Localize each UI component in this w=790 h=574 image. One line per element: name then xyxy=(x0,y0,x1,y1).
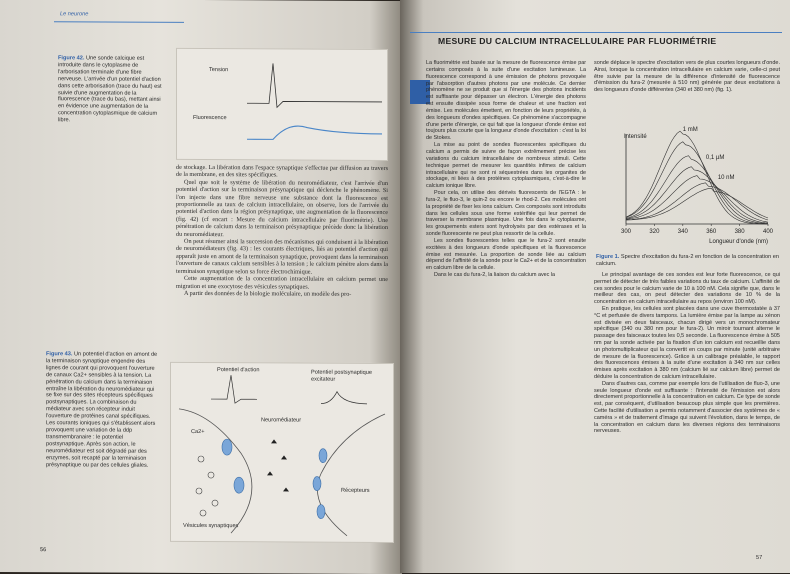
x-tick-label: 380 xyxy=(734,229,745,235)
chart-svg xyxy=(592,124,782,252)
fig43-label-potentiel-post: Potentiel postsynaptique excitateur xyxy=(311,369,372,383)
fig43-label-potentiel-action: Potentiel d'action xyxy=(217,367,260,374)
right-page-number: 57 xyxy=(756,555,763,561)
fig43-label-recepteurs: Récepteurs xyxy=(341,487,370,494)
left-paragraph: On peut résumer ainsi la succession des mécanismes qui conduisent à la libération de neuromédiateurs (fig. 43) : les courants électriques, liés au potentiel d'action qui apparaît juste en amont de la terminaison synaptique, provoquent dans la terminaison l'ouverture de canaux calcium sensibles à la tension ; le calcium pénètre alors dans la terminaison synaptique selon sa force électrochimique. xyxy=(176,237,388,276)
chart-caption-label: Figure 1. xyxy=(596,254,620,260)
series-line xyxy=(626,176,768,223)
fig43-drawing xyxy=(171,363,393,542)
left-paragraph: Quel que soit le système de libération du neuromédiateur, c'est l'arrivée d'un potentiel d'action sur la terminaison présynaptique qui déclenche le phénomène. Si l'on injecte dans une fibre nerveuse une substance dont la fluorescence est proportionnelle au taux de calcium intracellulaire, on observe, lors de l'arrivée du potentiel d'action dans la région présynaptique, une augmentation de la fluorescence (fig. 42) (cf encart : Mesure du calcium intracellulaire par fluorimétrie). Une pénétration de calcium dans la terminaison présynaptique précède donc la libération du neuromédiateur. xyxy=(176,178,388,238)
col2-paragraph: En pratique, les cellules sont placées dans une cuve thermostatée à 37 °C et perfusée de divers tampons. La lumière émise par la lampe au xénon est divisée en deux faisceaux, chacun dirigé vers un monochromateur spécifique (340 ou 380 nm pour le fura-2). Un miroir tournant alterne le passage des faisceaux toutes les 0,5 seconde. La fluorescence émise à 505 nm par la sonde activée par la fixation d'un ion calcium est recueillie dans un photomultiplicateur qui la convertit en coups par minute (unité arbitraire de mesure de la fluorescence). Grâce à un calibrage préalable, le rapport des fluorescences émises à la suite d'une excitation à 340 nm sur celles émises après excitation à 380 nm (calcium lié sur calcium libre) permet de déduire la concentration de calcium intracellulaire. xyxy=(594,305,780,380)
x-tick-label: 320 xyxy=(649,229,660,235)
series-label: 0,1 µM xyxy=(705,155,725,162)
col2-paragraph: Dans d'autres cas, comme par exemple lors de l'utilisation de fluo-3, une seule longueur d'onde est suffisante : l'intensité de l'émission est alors directement proportionnelle à la concentration en calcium. Ce type de sonde est, par conséquent, d'utilisation beaucoup plus simple que les premières. Cette facilité d'utilisation a permis notamment d'associer des systèmes de « caméra » et de traitement d'image qui suivent l'évolution, dans le temps, de la concentration en calcium dans les diverses régions des terminaisons nerveuses. xyxy=(594,380,780,435)
col1-paragraph: La fluorimétrie est basée sur la mesure de fluorescence émise par certains composés à la suite d'une excitation lumineuse. La fluorescence correspond à une émission de photons provoquée par l'absorption d'autres photons par une molécule. Ce dernier phénomène ne se produit que si l'énergie des photons incidents est suffisante pour dépasser un électron. L'énergie des photons est ensuite dissipée sous forme de chaleur et une fraction est émise. Les molécules émettent, en fonction de leurs propriétés, à des longueurs d'ondes spécifiques. Ce phénomène s'accompagne d'une perte d'énergie, ce qui fait que la longueur d'onde émise est toujours plus courte que la longueur d'onde d'excitation : c'est la loi de Stokes. xyxy=(426,60,586,142)
col2-paragraph: Le principal avantage de ces sondes est leur forte fluorescence, ce qui permet de détecter de très faibles variations du taux de calcium. L'affinité de ces sondes pour le calcium varie de 10 à 100 nM. Cela signifie que, dans le meilleur des cas, on peut détecter des variations de 10 % de la concentration en calcium intracellulaire au repos (environ 100 nM). xyxy=(594,272,780,306)
running-head-rule xyxy=(54,21,184,23)
x-tick-label: 340 xyxy=(677,229,688,235)
col2-top-text xyxy=(594,60,780,94)
fig42-label-tension: Tension xyxy=(209,67,229,74)
chart-caption xyxy=(596,254,780,268)
fig42-caption-text: Une sonde calcique est introduite dans le cytoplasme de l'arborisation terminale d'une fibre nerveuse. L'arrivée d'un potentiel d'action dans cette arborisation (trace du haut) est suivie d'une augmentation de la fluorescence (trace du bas), mettant ainsi en évidence une augmentation de la concentration cytoplasmique de calcium libre. xyxy=(58,55,162,124)
fig43-caption-label: Figure 43. xyxy=(46,351,73,358)
series-line xyxy=(626,167,768,223)
fig42-label-fluorescence: Fluorescence xyxy=(193,114,227,122)
tension-trace xyxy=(247,63,382,108)
right-col2-text xyxy=(594,272,780,435)
fig43-label-ca: Ca2+ xyxy=(191,428,205,436)
left-paragraph: A partir des données de la biologie moléculaire, un modèle des pro- xyxy=(184,289,352,298)
running-head: Le neurone xyxy=(60,11,89,18)
left-paragraph: de stockage. La libération dans l'espace synaptique s'effectue par diffusion au travers de la membrane, en des sites spécifiques. xyxy=(176,163,388,179)
series-line xyxy=(626,142,768,224)
x-tick-label: 400 xyxy=(762,229,774,235)
right-page xyxy=(400,0,790,573)
series-line xyxy=(626,188,768,220)
col1-paragraph: Les sondes fluorescentes telles que le fura-2 sont ensuite excitées à des longueurs d'onde spécifiques et la fluorescence émise est mesurée. La proportion de sonde liée au calcium dépend de l'affinité de la sonde pour le Ca2+ et de la concentration en calcium libre de la cellule. xyxy=(426,237,586,272)
y-axis-label: Intensité xyxy=(624,134,647,140)
fig43-label-neuromediateur: Neuromédiateur xyxy=(261,417,302,424)
x-axis-label: Longueur d'onde (nm) xyxy=(709,239,768,245)
fig42-traces xyxy=(177,49,387,160)
fig43-figure xyxy=(170,362,394,543)
fluorescence-trace xyxy=(247,126,382,140)
fig43-label-vesicules: Vésicules synaptiques xyxy=(183,522,239,530)
fig43-caption-text: Un potentiel d'action en amont de la terminaison synaptique engendre des lignes de courant qui provoquent l'ouverture de canaux Ca2+ sensibles à la tension. La pénétration du calcium dans la terminaison entraîne la libération du neuromédiateur qui se fixe sur des sites récepteurs spécifiques postsynaptiques. La combinaison du médiateur avec son récepteur induit l'ouverture de protéines canal spécifiques. Les courants ioniques qui s'établissent alors provoquent une variation de la ddp transmembranaire : le potentiel postsynaptique. Après son action, le neuromédiateur est soit dégradé par des enzymes, soit recapté par la terminaison présynaptique ou par des cellules gliales. xyxy=(46,351,158,469)
left-paragraph: Cette augmentation de la concentration intracellulaire en calcium permet une migration et une exocytose des vésicules synaptiques. xyxy=(176,275,388,291)
fig42-caption-label: Figure 42. xyxy=(58,55,85,62)
right-col1-text xyxy=(426,60,586,279)
series-label: 10 nM xyxy=(717,175,735,181)
chart-caption-text: Spectre d'excitation du fura-2 en fonction de la concentration en calcium. xyxy=(596,254,779,267)
fig43-caption xyxy=(46,351,158,469)
box-title: MESURE DU CALCIUM INTRACELLULAIRE PAR FLUORIMÉTRIE xyxy=(438,36,717,46)
x-tick-label: 360 xyxy=(706,229,717,235)
fig42-caption xyxy=(58,55,166,125)
left-body-text xyxy=(176,164,388,298)
fura2-chart xyxy=(592,124,782,252)
col1-paragraph: Dans le cas du fura-2, la liaison du calcium avec la xyxy=(434,272,556,279)
fig42-figure xyxy=(176,48,388,161)
col2-top-paragraph: sonde déplace le spectre d'excitation vers de plus courtes longueurs d'onde. Ainsi, lorsque la concentration intracellulaire en calcium varie, celle-ci peut être suivie par la mesure de la différence d'intensité de fluorescence d'émission du fura-2 (mesurée à 510 nm) générée par deux excitations à des longueurs d'onde différentes (340 et 380 nm) (fig. 1). xyxy=(594,60,780,94)
col1-paragraph: Pour cela, on utilise des dérivés fluorescents de l'EGTA : le fura-2, le fluo-3, le quin-2 ou encore le rhod-2. Ces molécules ont la propriété de fixer les ions calcium. Ces composés sont introduits dans les cellules sous une forme estérifiée qui leur permet de traverser la membrane plasmique. Une fois dans le cytoplasme, les groupements esters sont hydrolysés par des estérases et la sonde fluorescente ne peut plus ressortir de la cellule. xyxy=(426,190,586,238)
title-rule xyxy=(410,32,782,33)
left-page-number: 56 xyxy=(40,547,47,554)
series-label: 1 mM xyxy=(682,127,698,133)
col1-paragraph: La mise au point de sondes fluorescentes spécifiques du calcium a permis de suivre de façon extrêmement précise les variations du calcium intracellulaire de nombreux stimuli. Cette technique permet de mesurer les quantités infimes de calcium intracellulaire qui ne sont ni séquestrées dans les organites de stockage, ni liées à des protéines cytoplasmiques, c'est-à-dire le calcium ionique libre. xyxy=(426,142,586,190)
x-tick-label: 300 xyxy=(620,229,632,235)
